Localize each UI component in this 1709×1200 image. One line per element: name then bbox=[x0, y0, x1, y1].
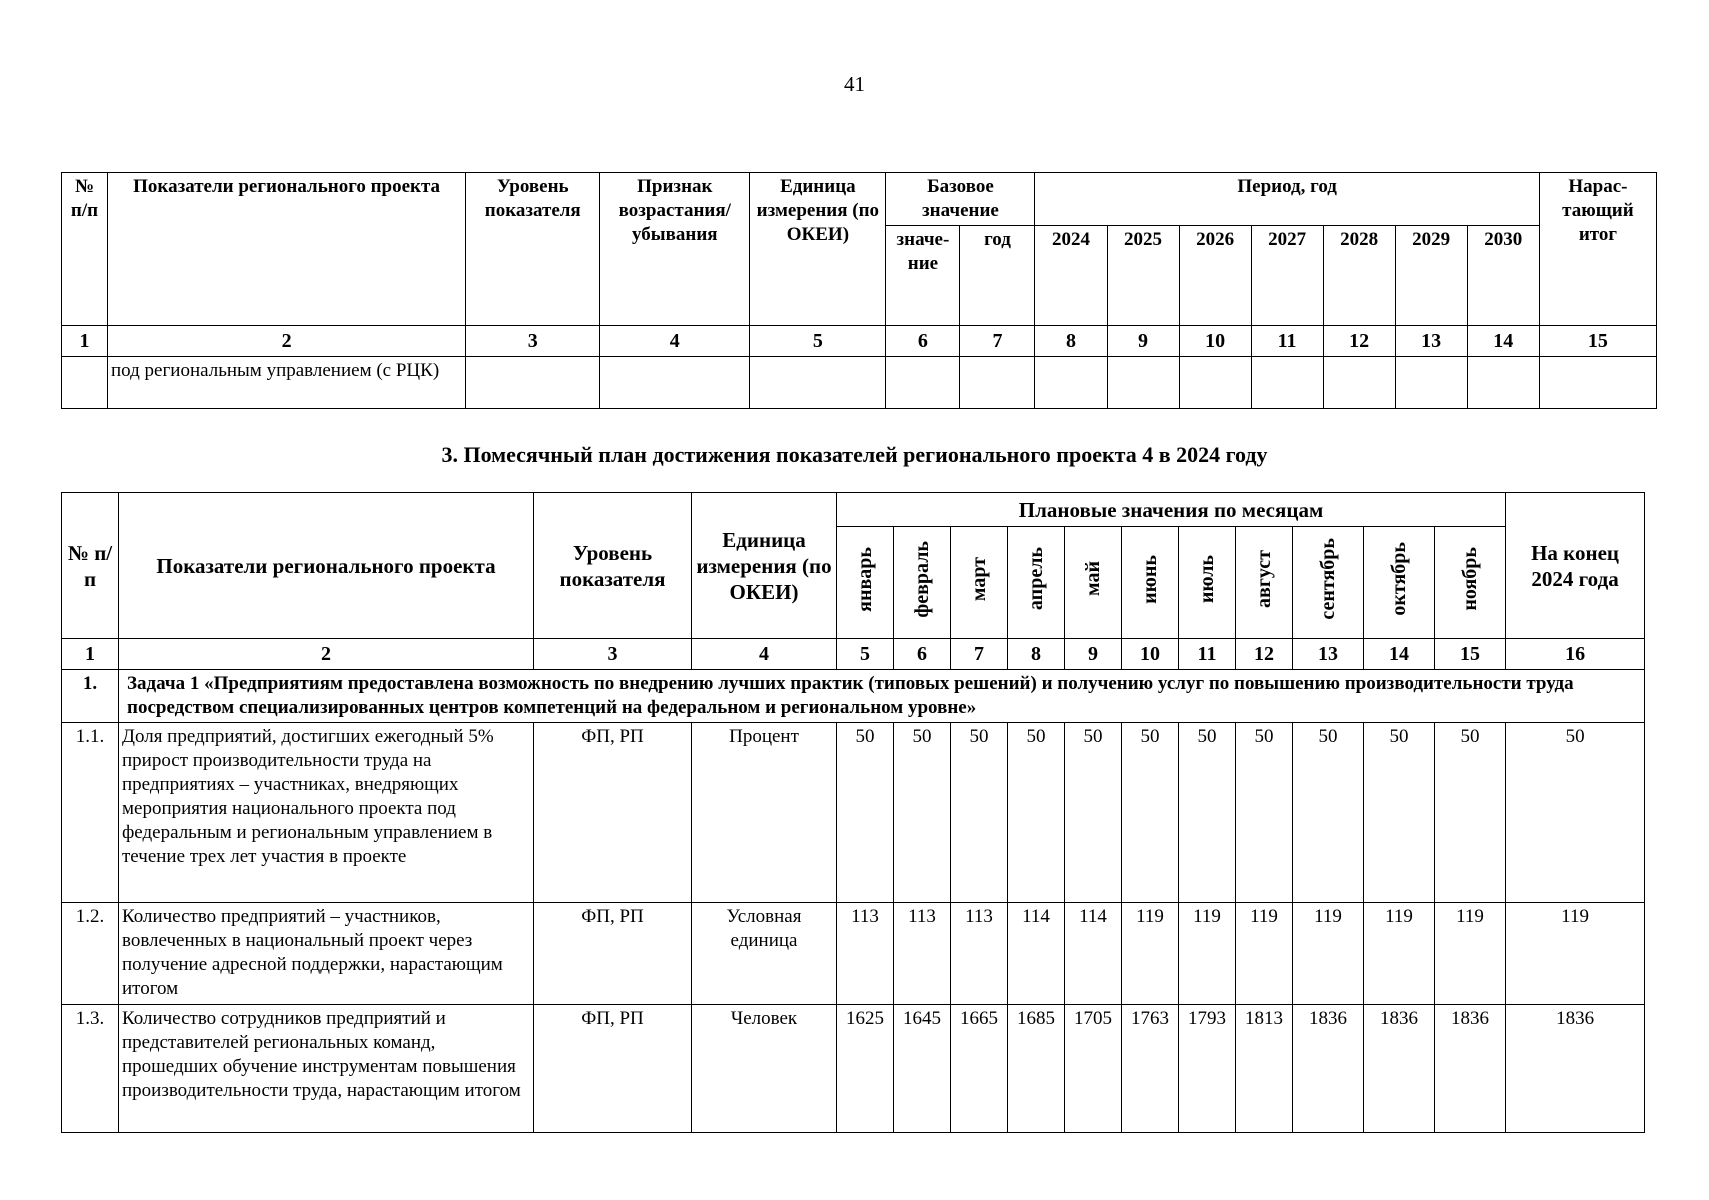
column-number: 10 bbox=[1122, 639, 1179, 670]
row-month-value: 50 bbox=[894, 723, 951, 903]
row-month-value: 50 bbox=[837, 723, 894, 903]
t1-column-number-row bbox=[62, 326, 1657, 357]
column-number: 1 bbox=[62, 639, 119, 670]
column-number: 3 bbox=[466, 326, 600, 357]
column-number: 5 bbox=[837, 639, 894, 670]
row-month-value: 114 bbox=[1065, 903, 1122, 1005]
row-month-value: 1836 bbox=[1293, 1005, 1364, 1133]
row-month-value: 50 bbox=[1065, 723, 1122, 903]
row-number: 1.2. bbox=[62, 903, 119, 1005]
column-number: 4 bbox=[600, 326, 750, 357]
t2-header-unit: Единица измерения (по ОКЕИ) bbox=[692, 493, 837, 639]
row-end-value: 1836 bbox=[1506, 1005, 1645, 1133]
t1-header-base: Базовое значение bbox=[886, 173, 1035, 226]
t1-header-year: 2027 bbox=[1251, 226, 1323, 326]
column-number: 2 bbox=[108, 326, 466, 357]
row-month-value: 50 bbox=[1179, 723, 1236, 903]
row-month-value: 113 bbox=[894, 903, 951, 1005]
section-title: 3. Помесячный план достижения показателей регионального проекта 4 в 2024 году bbox=[441, 442, 1268, 467]
t1-header-base-value: значе-ние bbox=[886, 226, 960, 326]
continuation-text: под региональным управлением (с РЦК) bbox=[108, 357, 466, 409]
table-row bbox=[62, 723, 1645, 903]
t1-header-period: Период, год bbox=[1035, 173, 1539, 226]
row-month-value: 1705 bbox=[1065, 1005, 1122, 1133]
row-unit: Человек bbox=[692, 1005, 837, 1133]
column-number: 4 bbox=[692, 639, 837, 670]
column-number: 6 bbox=[894, 639, 951, 670]
month-header: май bbox=[1065, 527, 1122, 639]
month-header: сентябрь bbox=[1293, 527, 1364, 639]
row-month-value: 50 bbox=[1008, 723, 1065, 903]
row-month-value: 1645 bbox=[894, 1005, 951, 1133]
t1-header-level: Уровень показателя bbox=[466, 173, 600, 326]
month-header: июнь bbox=[1122, 527, 1179, 639]
column-number: 13 bbox=[1395, 326, 1467, 357]
column-number: 9 bbox=[1107, 326, 1179, 357]
t1-header-year: 2030 bbox=[1467, 226, 1539, 326]
column-number: 14 bbox=[1467, 326, 1539, 357]
row-month-value: 1763 bbox=[1122, 1005, 1179, 1133]
row-indicator-name: Количество сотрудников предприятий и представителей региональных команд, прошедших обучение инструментам повышения производительности труда, нарастающим итогом bbox=[119, 1005, 534, 1133]
column-number: 2 bbox=[119, 639, 534, 670]
month-header: апрель bbox=[1008, 527, 1065, 639]
month-header: февраль bbox=[894, 527, 951, 639]
t2-column-number-row bbox=[62, 639, 1645, 670]
monthly-plan-table bbox=[61, 492, 1645, 1133]
month-header: октябрь bbox=[1364, 527, 1435, 639]
t1-header-year: 2029 bbox=[1395, 226, 1467, 326]
row-end-value: 119 bbox=[1506, 903, 1645, 1005]
row-month-value: 50 bbox=[1435, 723, 1506, 903]
row-month-value: 50 bbox=[1236, 723, 1293, 903]
table-row bbox=[62, 903, 1645, 1005]
column-number: 1 bbox=[62, 326, 108, 357]
table-row bbox=[62, 1005, 1645, 1133]
t2-header-level: Уровень показателя bbox=[534, 493, 692, 639]
column-number: 5 bbox=[750, 326, 886, 357]
row-month-value: 119 bbox=[1122, 903, 1179, 1005]
row-month-value: 1625 bbox=[837, 1005, 894, 1133]
t1-header-year: 2025 bbox=[1107, 226, 1179, 326]
column-number: 16 bbox=[1506, 639, 1645, 670]
column-number: 10 bbox=[1179, 326, 1251, 357]
row-month-value: 50 bbox=[1364, 723, 1435, 903]
indicators-table bbox=[61, 172, 1657, 409]
task-number: 1. bbox=[62, 670, 119, 723]
row-month-value: 1836 bbox=[1435, 1005, 1506, 1133]
t2-header-indicator: Показатели регионального проекта bbox=[119, 493, 534, 639]
column-number: 7 bbox=[960, 326, 1035, 357]
t1-continuation-row bbox=[62, 357, 1657, 409]
row-month-value: 1685 bbox=[1008, 1005, 1065, 1133]
t1-header-num: № п/п bbox=[62, 173, 108, 326]
month-header: июль bbox=[1179, 527, 1236, 639]
row-month-value: 1813 bbox=[1236, 1005, 1293, 1133]
task-text: Задача 1 «Предприятиям предоставлена возможность по внедрению лучших практик (типовых решений) и получению услуг по повышению производительности труда посредством специализированных центров компетенций на федеральном и региональном уровне» bbox=[119, 670, 1645, 723]
row-month-value: 50 bbox=[1122, 723, 1179, 903]
row-month-value: 50 bbox=[1293, 723, 1364, 903]
column-number: 8 bbox=[1008, 639, 1065, 670]
column-number: 14 bbox=[1364, 639, 1435, 670]
column-number: 11 bbox=[1179, 639, 1236, 670]
row-month-value: 119 bbox=[1236, 903, 1293, 1005]
month-header: март bbox=[951, 527, 1008, 639]
t2-header-planned: Плановые значения по месяцам bbox=[837, 493, 1506, 527]
t1-header-sign: Признак возрастания/ убывания bbox=[600, 173, 750, 326]
column-number: 9 bbox=[1065, 639, 1122, 670]
row-month-value: 1836 bbox=[1364, 1005, 1435, 1133]
column-number: 8 bbox=[1035, 326, 1107, 357]
row-month-value: 119 bbox=[1364, 903, 1435, 1005]
column-number: 13 bbox=[1293, 639, 1364, 670]
row-unit: Процент bbox=[692, 723, 837, 903]
row-indicator-name: Количество предприятий – участников, вовлеченных в национальный проект через получение адресной поддержки, нарастающим итогом bbox=[119, 903, 534, 1005]
t2-header-end-of-year: На конец 2024 года bbox=[1506, 493, 1645, 639]
column-number: 6 bbox=[886, 326, 960, 357]
page-number: 41 bbox=[844, 72, 865, 96]
task-row bbox=[62, 670, 1645, 723]
t1-header-indicator: Показатели регионального проекта bbox=[108, 173, 466, 326]
row-unit: Условная единица bbox=[692, 903, 837, 1005]
t1-header-year: 2026 bbox=[1179, 226, 1251, 326]
column-number: 12 bbox=[1236, 639, 1293, 670]
row-number: 1.3. bbox=[62, 1005, 119, 1133]
row-month-value: 119 bbox=[1179, 903, 1236, 1005]
column-number: 15 bbox=[1539, 326, 1656, 357]
row-month-value: 119 bbox=[1293, 903, 1364, 1005]
row-month-value: 50 bbox=[951, 723, 1008, 903]
t1-header-year: 2028 bbox=[1323, 226, 1395, 326]
column-number: 7 bbox=[951, 639, 1008, 670]
row-level: ФП, РП bbox=[534, 723, 692, 903]
row-number: 1.1. bbox=[62, 723, 119, 903]
t1-header-base-year: год bbox=[960, 226, 1035, 326]
t1-header-unit: Единица измерения (по ОКЕИ) bbox=[750, 173, 886, 326]
t1-header-year: 2024 bbox=[1035, 226, 1107, 326]
month-header: ноябрь bbox=[1435, 527, 1506, 639]
row-month-value: 119 bbox=[1435, 903, 1506, 1005]
row-level: ФП, РП bbox=[534, 903, 692, 1005]
row-indicator-name: Доля предприятий, достигших ежегодный 5% прирост производительности труда на предприятиях – участниках, внедряющих мероприятия национального проекта под федеральным и региональным управлением в течение трех лет участия в проекте bbox=[119, 723, 534, 903]
row-end-value: 50 bbox=[1506, 723, 1645, 903]
row-month-value: 113 bbox=[951, 903, 1008, 1005]
row-month-value: 113 bbox=[837, 903, 894, 1005]
row-level: ФП, РП bbox=[534, 1005, 692, 1133]
row-month-value: 1665 bbox=[951, 1005, 1008, 1133]
column-number: 11 bbox=[1251, 326, 1323, 357]
column-number: 3 bbox=[534, 639, 692, 670]
row-month-value: 114 bbox=[1008, 903, 1065, 1005]
column-number: 15 bbox=[1435, 639, 1506, 670]
column-number: 12 bbox=[1323, 326, 1395, 357]
t2-header-num: № п/п bbox=[62, 493, 119, 639]
row-month-value: 1793 bbox=[1179, 1005, 1236, 1133]
month-header: январь bbox=[837, 527, 894, 639]
month-header: август bbox=[1236, 527, 1293, 639]
t1-header-cumulative: Нарас-тающий итог bbox=[1539, 173, 1656, 326]
